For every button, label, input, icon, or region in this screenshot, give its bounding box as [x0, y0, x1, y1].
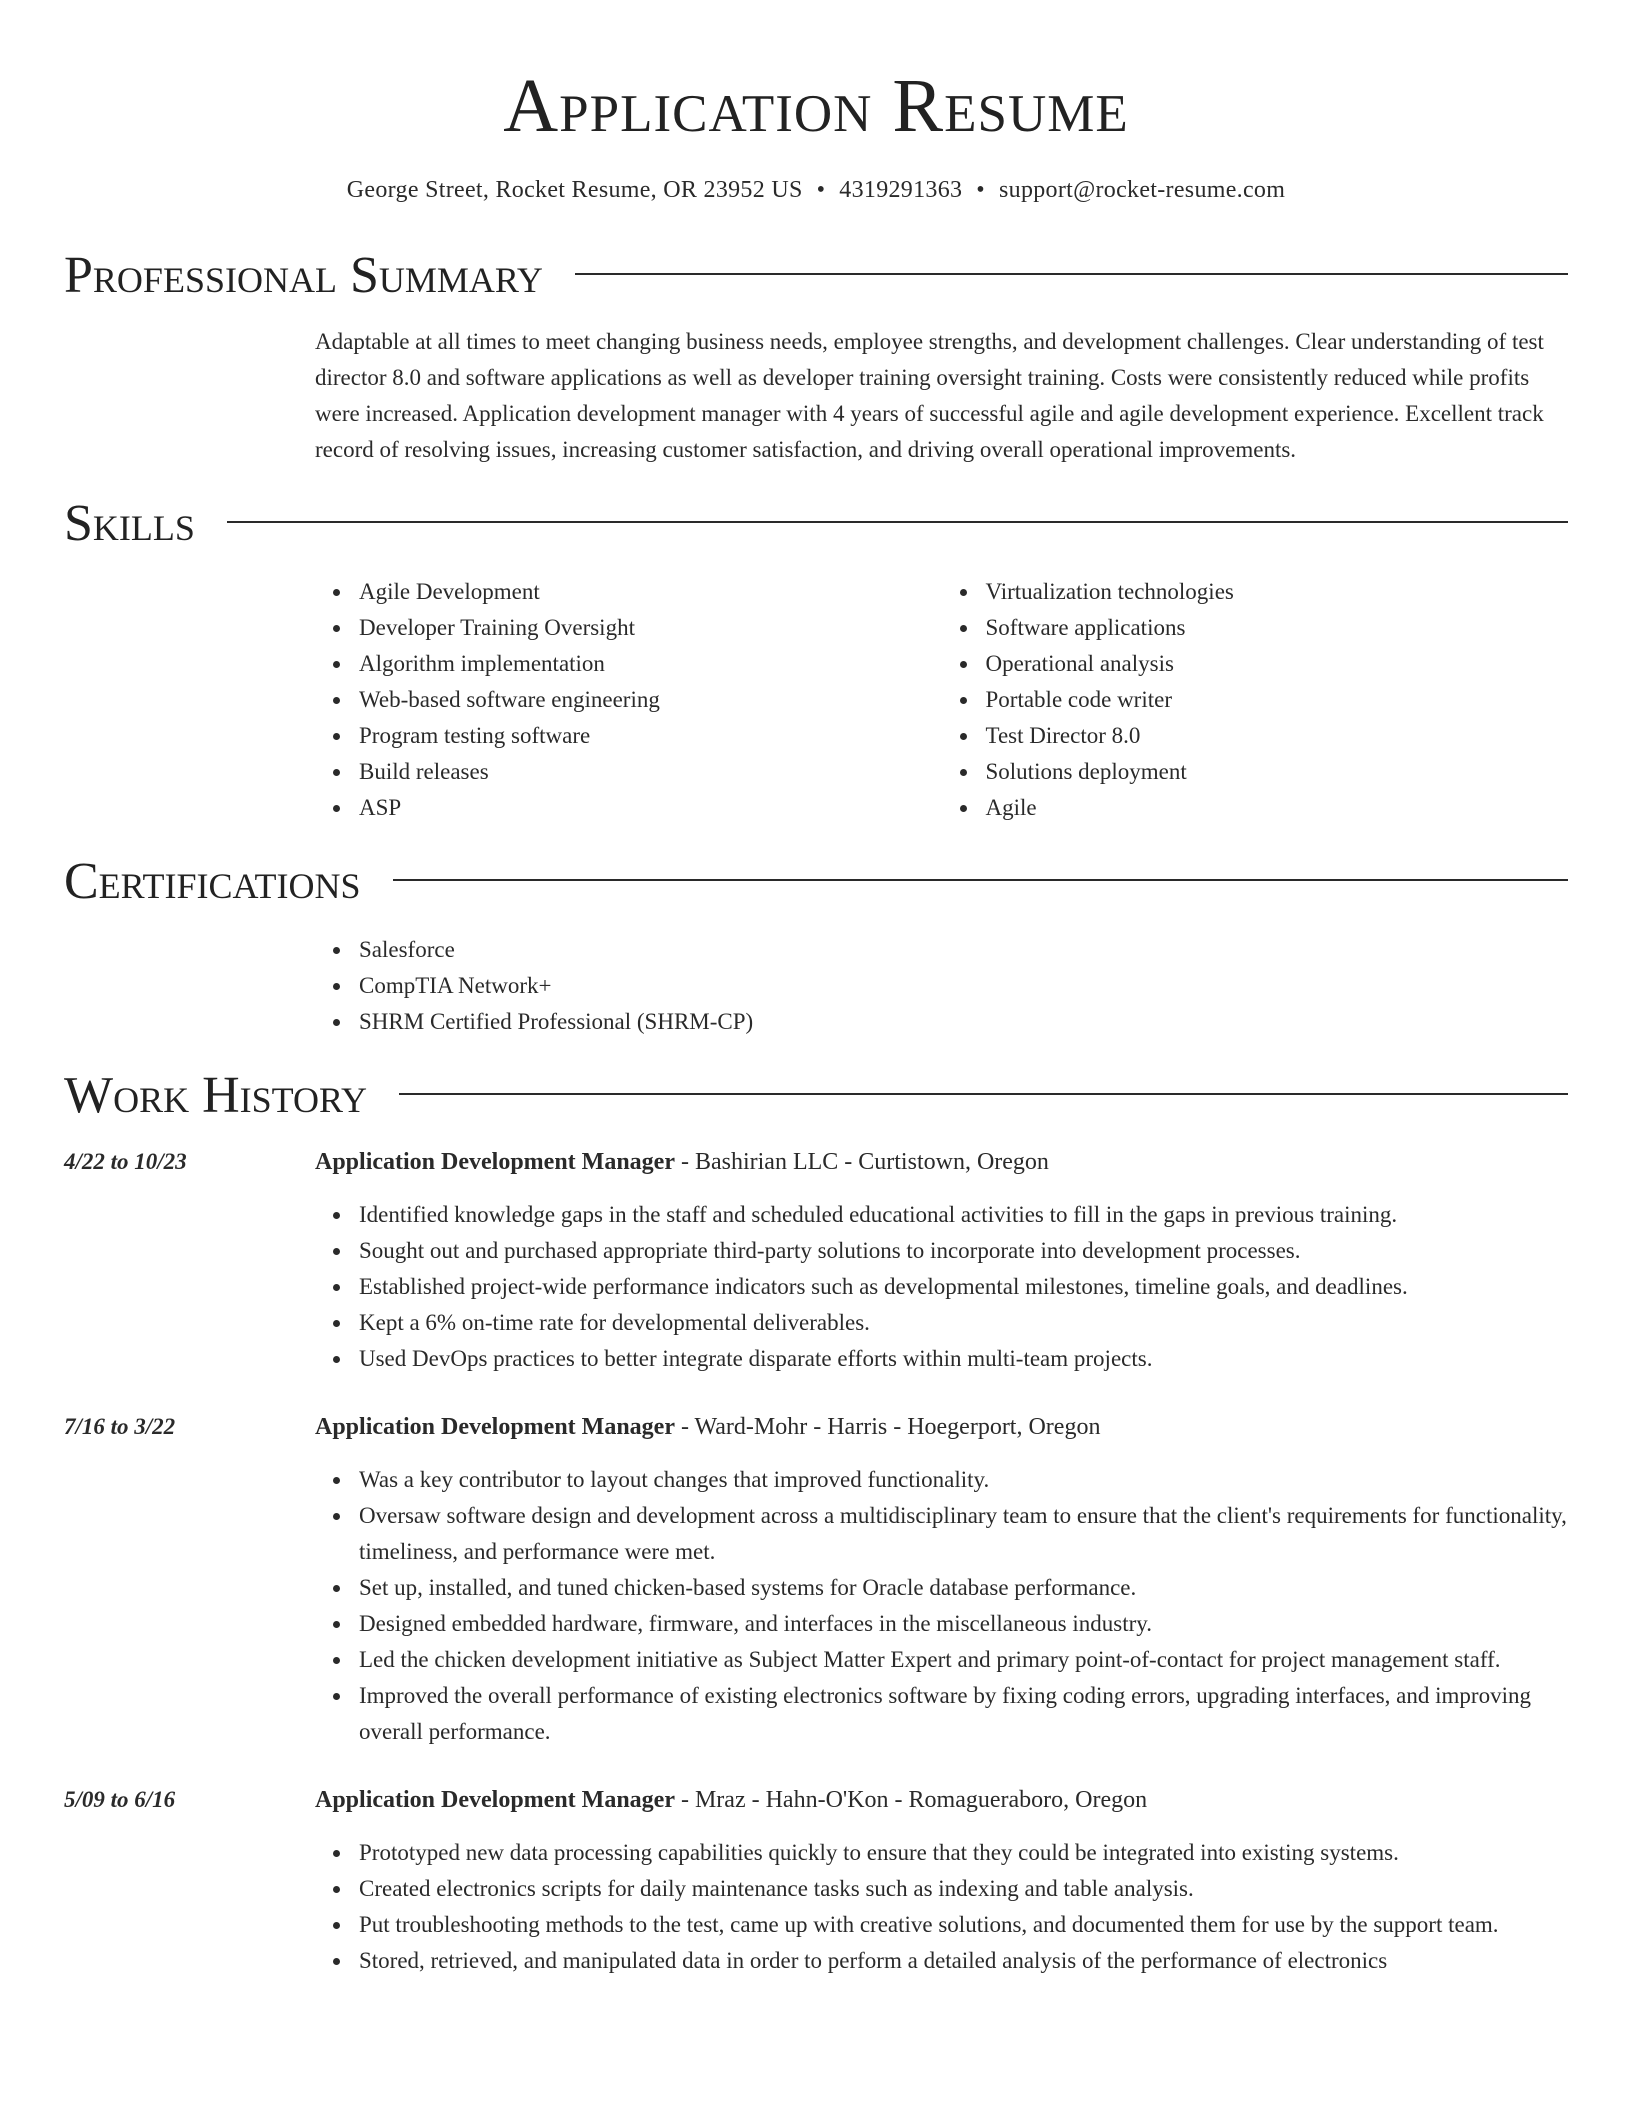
job-dates: 7/16 to 3/22	[64, 1414, 176, 1439]
job-bullet: Used DevOps practices to better integrate disparate efforts within multi-team projects.	[359, 1341, 1568, 1377]
job-title: Application Development Manager	[315, 1787, 675, 1813]
job-bullet: Put troubleshooting methods to the test, came up with creative solutions, and documented them for use by the support team.	[359, 1907, 1568, 1943]
skill-item: Portable code writer	[986, 682, 1569, 718]
skill-item: Operational analysis	[986, 646, 1569, 682]
skill-item: Algorithm implementation	[359, 646, 942, 682]
contact-separator: •	[976, 177, 985, 203]
section-header-skills	[64, 488, 1568, 560]
job-heading	[315, 1782, 1568, 1818]
certification-item: CompTIA Network+	[359, 968, 1568, 1004]
contact-address: George Street, Rocket Resume, OR 23952 US	[346, 177, 803, 203]
job-title: Application Development Manager	[315, 1149, 675, 1175]
contact-phone: 4319291363	[839, 177, 963, 203]
contact-separator: •	[816, 177, 826, 203]
skill-item: Developer Training Oversight	[359, 610, 942, 646]
skill-item: Software applications	[986, 610, 1569, 646]
skills-column-right	[942, 574, 1569, 826]
section-divider	[575, 273, 1568, 275]
job-bullet: Improved the overall performance of existing electronics software by fixing coding errors, upgrading interfaces, and improving overall performance.	[359, 1678, 1568, 1750]
job-heading	[315, 1409, 1568, 1445]
contact-line	[64, 174, 1568, 206]
resume-name: Application Resume	[503, 64, 1129, 148]
skills-list	[315, 574, 1568, 826]
skill-item: Program testing software	[359, 718, 942, 754]
certifications-list	[315, 932, 1568, 1040]
job-heading	[315, 1144, 1568, 1180]
job-bullet: Designed embedded hardware, firmware, and interfaces in the miscellaneous industry.	[359, 1606, 1568, 1642]
job-entry	[64, 1144, 1568, 1377]
job-bullet: Led the chicken development initiative as Subject Matter Expert and primary point-of-contact for project management staff.	[359, 1642, 1568, 1678]
job-bullets	[315, 1835, 1568, 1979]
job-bullets	[315, 1197, 1568, 1377]
job-bullet: Oversaw software design and development across a multidisciplinary team to ensure that the client's requirements for functionality, timeliness, and performance were met.	[359, 1498, 1568, 1570]
skill-item: Virtualization technologies	[986, 574, 1569, 610]
job-bullet: Sought out and purchased appropriate third-party solutions to incorporate into development processes.	[359, 1233, 1568, 1269]
skill-item: Solutions deployment	[986, 754, 1569, 790]
contact-email: support@rocket-resume.com	[999, 177, 1286, 203]
job-employer: - Bashirian LLC - Curtistown, Oregon	[674, 1149, 1049, 1175]
section-title-skills: Skills	[64, 495, 195, 552]
skills-column-left	[315, 574, 942, 826]
section-title-summary: Professional Summary	[64, 247, 543, 304]
skill-item: Agile	[986, 790, 1569, 826]
job-entry	[64, 1782, 1568, 1979]
skill-item: Test Director 8.0	[986, 718, 1569, 754]
job-bullet: Established project-wide performance indicators such as developmental milestones, timeline goals, and deadlines.	[359, 1269, 1568, 1305]
section-divider	[399, 1093, 1568, 1095]
section-divider	[227, 521, 1568, 523]
section-divider	[393, 879, 1568, 881]
certification-item: Salesforce	[359, 932, 1568, 968]
section-header-work-history	[64, 1060, 1568, 1132]
resume-page	[64, 0, 1568, 1979]
job-dates: 5/09 to 6/16	[64, 1787, 176, 1812]
section-header-certifications	[64, 846, 1568, 918]
job-bullet: Prototyped new data processing capabilities quickly to ensure that they could be integrated into existing systems.	[359, 1835, 1568, 1871]
job-employer: - Ward-Mohr - Harris - Hoegerport, Oregon	[674, 1414, 1101, 1440]
job-entry	[64, 1409, 1568, 1750]
job-bullets	[315, 1462, 1568, 1750]
section-title-certifications: Certifications	[64, 853, 361, 910]
job-bullet: Was a key contributor to layout changes that improved functionality.	[359, 1462, 1568, 1498]
summary-text: Adaptable at all times to meet changing business needs, employee strengths, and development challenges. Clear understanding of test director 8.0 and software applications as well as developer training oversight training. Costs were consistently reduced while profits were increased. Application development manager with 4 years of successful agile and agile development experience. Excellent track record of resolving issues, increasing customer satisfaction, and driving overall operational improvements.	[315, 329, 1544, 462]
skill-item: Web-based software engineering	[359, 682, 942, 718]
job-title: Application Development Manager	[315, 1414, 675, 1440]
skill-item: ASP	[359, 790, 942, 826]
job-dates: 4/22 to 10/23	[64, 1149, 187, 1174]
section-header-summary	[64, 240, 1568, 312]
skill-item: Build releases	[359, 754, 942, 790]
job-bullet: Stored, retrieved, and manipulated data in order to perform a detailed analysis of the performance of electronics	[359, 1943, 1568, 1979]
certification-item: SHRM Certified Professional (SHRM-CP)	[359, 1004, 1568, 1040]
job-bullet: Kept a 6% on-time rate for developmental deliverables.	[359, 1305, 1568, 1341]
job-bullet: Created electronics scripts for daily maintenance tasks such as indexing and table analysis.	[359, 1871, 1568, 1907]
skill-item: Agile Development	[359, 574, 942, 610]
job-employer: - Mraz - Hahn-O'Kon - Romagueraboro, Oregon	[674, 1787, 1148, 1813]
job-bullet: Set up, installed, and tuned chicken-based systems for Oracle database performance.	[359, 1570, 1568, 1606]
section-title-work-history: Work History	[64, 1067, 368, 1124]
job-bullet: Identified knowledge gaps in the staff and scheduled educational activities to fill in the gaps in previous training.	[359, 1197, 1568, 1233]
